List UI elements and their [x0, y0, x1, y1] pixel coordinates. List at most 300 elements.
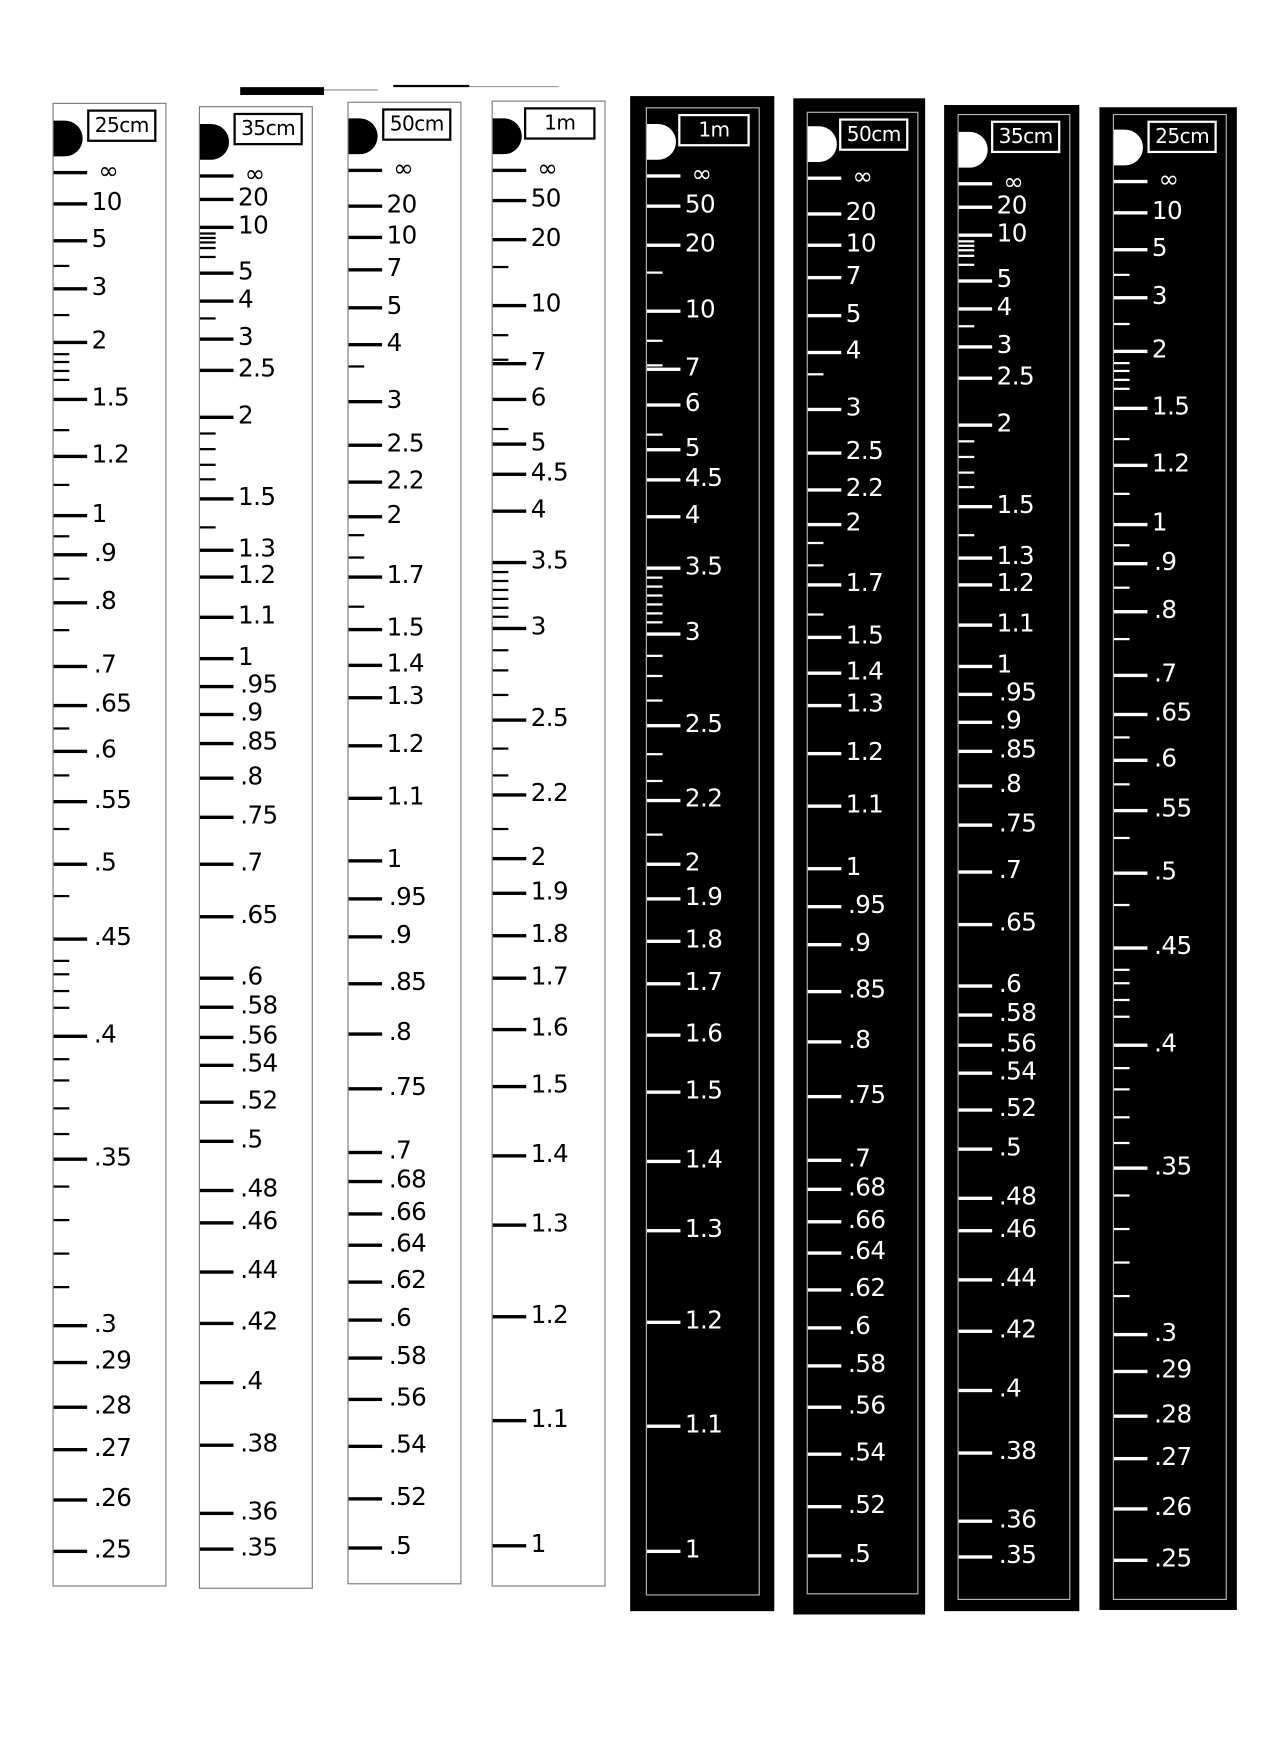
scale-tick-minor: [647, 272, 663, 274]
scale-tick-minor: [1114, 370, 1130, 372]
scale-tick-minor: [647, 612, 663, 614]
scale-inner-border: [1113, 114, 1227, 1600]
scale-tick-major: [1114, 407, 1148, 410]
scale-tick-minor: [493, 828, 509, 830]
scale-tick-minor: [493, 694, 509, 696]
scale-tick-minor: [54, 265, 70, 267]
scale-tick-major: [808, 351, 842, 354]
scale-tick-minor: [1114, 438, 1130, 440]
scale-tick-label: .56: [388, 1384, 427, 1413]
scale-tick-minor: [1114, 837, 1130, 839]
scale-tick-major: [959, 1520, 993, 1523]
scale-tick-label: 5: [1151, 234, 1168, 263]
scale-tick-label: .7: [93, 651, 117, 680]
scale-tick-major: [349, 1318, 383, 1321]
scale-tick-label: 3: [237, 324, 254, 352]
scale-tick-major: [808, 636, 842, 639]
scale-tick-major: [959, 623, 993, 626]
scale-tick-minor: [200, 256, 216, 258]
scale-tick-label: .25: [1154, 1545, 1192, 1574]
scale-tick-label: .35: [240, 1534, 278, 1562]
scale-tick-label: 1.3: [237, 535, 276, 564]
scale-tick-minor: [1114, 587, 1130, 589]
scale-tick-minor: [54, 1058, 70, 1060]
scale-tick-minor: [1114, 323, 1130, 325]
scale-tick-minor: [959, 456, 975, 458]
scale-tick-label: 2: [530, 843, 546, 872]
scale-tick-minor: [1114, 379, 1130, 381]
scale-tick-label: .38: [998, 1437, 1037, 1466]
scale-tick-major: [647, 244, 681, 247]
scale-tick-label: 1: [91, 500, 107, 529]
scale-tick-major: [349, 1032, 383, 1035]
scale-tick-label: 1.1: [996, 610, 1035, 638]
scale-tick-label: .5: [93, 849, 117, 878]
scale-distance-label: 1m: [524, 107, 596, 139]
scale-tick-label: 2: [386, 501, 402, 530]
scale-tick-major: [647, 799, 681, 802]
scale-tick-label: 10: [237, 212, 269, 241]
scale-tick-major: [647, 566, 681, 569]
scale-tick-major: [808, 276, 842, 279]
scale-tick-minor: [959, 440, 975, 442]
scale-tick-major: [349, 1180, 383, 1183]
scale-tick-label: .58: [848, 1350, 886, 1379]
scale-tick-label: ∞: [1003, 168, 1024, 197]
scale-tick-major: [959, 1197, 993, 1200]
scale-tick-label: 5: [386, 292, 402, 321]
scale-tick-label: .65: [998, 909, 1037, 938]
scale-tick-minor: [1114, 1228, 1130, 1230]
scale-tick-label: 20: [530, 224, 561, 253]
scale-tick-major: [959, 784, 993, 787]
scale-tick-minor: [1114, 362, 1130, 364]
scale-tick-minor: [54, 774, 70, 776]
focus-scale-1m-black: [630, 96, 774, 1611]
scale-tick-major: [493, 1028, 527, 1031]
scale-tick-major: [493, 1085, 527, 1088]
scale-tick-label: .9: [998, 707, 1022, 736]
scale-tick-major: [200, 616, 234, 619]
scale-tick-label: .9: [93, 539, 117, 568]
scale-tick-major: [1114, 610, 1148, 613]
scale-tick-major: [200, 1101, 234, 1104]
scale-tick-label: .5: [240, 1126, 263, 1155]
scale-tick-label: 50: [684, 191, 716, 219]
scale-tick-label: 1.5: [91, 384, 130, 413]
scale-tick-label: 5: [91, 225, 107, 254]
scale-tick-minor: [647, 594, 663, 596]
scale-tick-label: .9: [848, 929, 871, 958]
scale-tick-minor: [493, 571, 509, 573]
scale-tick-major: [959, 823, 993, 826]
scale-tick-label: 2.2: [684, 785, 723, 814]
scale-tick-label: .95: [240, 671, 278, 700]
scale-tick-label: 1.5: [684, 1077, 723, 1106]
scale-tick-major: [54, 1406, 88, 1409]
scale-tick-minor: [54, 960, 70, 962]
decorative-line: [324, 89, 378, 90]
scale-tick-minor: [54, 353, 70, 355]
scale-tick-label: .5: [388, 1532, 412, 1561]
focus-index-marker-icon: [647, 124, 676, 160]
scale-tick-major: [647, 632, 681, 635]
scale-tick-label: 1.2: [91, 441, 130, 470]
scale-tick-label: .25: [93, 1536, 132, 1565]
scale-tick-minor: [54, 1079, 70, 1081]
scale-tick-major: [647, 1550, 681, 1553]
scale-tick-label: .6: [1154, 745, 1177, 774]
scale-tick-major: [1114, 180, 1148, 183]
scale-tick-major: [493, 304, 527, 307]
scale-tick-major: [54, 202, 88, 205]
scale-tick-major: [1114, 1044, 1148, 1047]
scale-tick-label: .95: [388, 883, 427, 912]
scale-tick-label: 4: [386, 329, 402, 358]
scale-tick-label: .56: [848, 1392, 886, 1421]
scale-tick-label: 1.6: [530, 1014, 569, 1043]
scale-tick-minor: [493, 669, 509, 671]
scale-tick-major: [647, 1160, 681, 1163]
scale-tick-major: [647, 515, 681, 518]
focus-scale-50cm-white: [347, 102, 461, 1585]
scale-tick-label: 10: [1151, 197, 1183, 226]
scale-tick-major: [54, 171, 88, 174]
scale-tick-label: .54: [388, 1431, 427, 1460]
scale-tick-major: [349, 1212, 383, 1215]
scale-tick-minor: [54, 1133, 70, 1135]
scale-tick-label: .42: [998, 1316, 1037, 1345]
scale-tick-label: 1.2: [845, 738, 884, 767]
scale-tick-major: [200, 226, 234, 229]
scale-tick-minor: [54, 895, 70, 897]
scale-tick-label: .55: [1154, 795, 1192, 824]
scale-tick-major: [808, 1364, 842, 1367]
scale-tick-major: [493, 473, 527, 476]
scale-tick-minor: [349, 606, 365, 608]
scale-tick-major: [349, 1280, 383, 1283]
scale-tick-label: 3: [91, 273, 107, 302]
scale-tick-major: [200, 1221, 234, 1224]
scale-tick-major: [54, 1324, 88, 1327]
scale-tick-label: 1.2: [996, 569, 1035, 598]
scale-tick-major: [200, 174, 234, 177]
scale-tick-major: [200, 1547, 234, 1550]
scale-tick-major: [1114, 1559, 1148, 1562]
scale-tick-major: [493, 892, 527, 895]
scale-distance-label: 35cm: [234, 113, 303, 145]
scale-tick-label: 3.5: [530, 547, 569, 576]
scale-tick-major: [200, 1006, 234, 1009]
scale-tick-minor: [493, 589, 509, 591]
scale-tick-label: .5: [998, 1134, 1022, 1162]
scale-tick-major: [349, 236, 383, 239]
scale-tick-major: [959, 1147, 993, 1150]
scale-tick-major: [493, 442, 527, 445]
scale-tick-minor: [1114, 969, 1130, 971]
scale-tick-major: [1114, 248, 1148, 251]
scale-tick-major: [808, 990, 842, 993]
scale-tick-minor: [54, 361, 70, 363]
scale-tick-label: 4.5: [684, 464, 723, 493]
scale-tick-label: .64: [848, 1237, 886, 1266]
scale-tick-minor: [200, 241, 216, 243]
scale-tick-label: .75: [998, 810, 1037, 838]
scale-tick-minor: [959, 249, 975, 251]
scale-tick-minor: [54, 1219, 70, 1221]
scale-tick-label: .75: [240, 802, 278, 831]
scale-tick-major: [493, 199, 527, 202]
scale-tick-major: [200, 575, 234, 578]
scale-tick-label: 10: [845, 230, 876, 259]
scale-tick-label: .35: [998, 1541, 1037, 1570]
scale-tick-major: [200, 1270, 234, 1273]
scale-tick-minor: [54, 1286, 70, 1288]
scale-tick-label: 1.3: [684, 1215, 723, 1244]
scale-tick-label: 1.1: [845, 791, 884, 819]
scale-tick-major: [54, 800, 88, 803]
scale-tick-major: [1114, 523, 1148, 526]
scale-tick-label: 2.5: [684, 710, 723, 739]
scale-tick-label: .65: [93, 690, 132, 719]
scale-tick-minor: [647, 655, 663, 657]
scale-tick-major: [959, 1229, 993, 1232]
scale-tick-major: [808, 1188, 842, 1191]
scale-tick-label: 1.5: [1151, 393, 1190, 422]
scale-tick-label: 1: [996, 651, 1012, 680]
scale-tick-major: [54, 1498, 88, 1501]
scale-tick-major: [1114, 1415, 1148, 1418]
scale-distance-label: 35cm: [991, 121, 1060, 153]
scale-tick-label: 2.5: [845, 437, 884, 466]
scale-tick-major: [959, 721, 993, 724]
scale-tick-minor: [647, 577, 663, 579]
scale-tick-major: [200, 1512, 234, 1515]
scale-tick-major: [200, 657, 234, 660]
scale-tick-label: .6: [388, 1305, 412, 1333]
scale-tick-minor: [200, 464, 216, 466]
scale-tick-minor: [493, 598, 509, 600]
scale-tick-major: [54, 937, 88, 940]
scale-tick-label: .9: [240, 699, 263, 728]
scale-tick-label: 1.2: [530, 1301, 569, 1330]
scale-tick-major: [959, 307, 993, 310]
scale-tick-minor: [647, 834, 663, 836]
scale-tick-label: .52: [240, 1087, 278, 1116]
scale-tick-major: [349, 982, 383, 985]
scale-tick-major: [54, 398, 88, 401]
scale-tick-label: .46: [240, 1207, 278, 1236]
scale-tick-label: 1.2: [1151, 450, 1190, 479]
scale-tick-major: [1114, 946, 1148, 949]
scale-tick-minor: [808, 564, 824, 566]
scale-tick-minor: [1114, 982, 1130, 984]
scale-tick-label: .36: [998, 1506, 1037, 1535]
scale-tick-major: [1114, 1166, 1148, 1169]
scale-tick-label: .85: [998, 736, 1037, 765]
scale-tick-label: 1.3: [386, 682, 425, 711]
focus-scale-35cm-white: [199, 106, 313, 1589]
scale-tick-major: [200, 1322, 234, 1325]
scale-tick-major: [808, 1554, 842, 1557]
scale-inner-border: [958, 114, 1071, 1600]
scale-tick-label: 1.2: [684, 1307, 723, 1336]
scale-tick-major: [1114, 464, 1148, 467]
scale-tick-minor: [493, 649, 509, 651]
scale-tick-label: .27: [1154, 1443, 1192, 1472]
scale-tick-label: .6: [240, 963, 263, 992]
scale-tick-minor: [959, 245, 975, 247]
scale-tick-minor: [808, 373, 824, 375]
scale-tick-label: 1.5: [996, 491, 1035, 520]
scale-tick-label: 2.5: [996, 363, 1035, 392]
scale-tick-label: .29: [93, 1347, 132, 1376]
scale-tick-label: ∞: [691, 160, 712, 189]
scale-tick-major: [647, 982, 681, 985]
scale-tick-major: [54, 665, 88, 668]
scale-tick-minor: [808, 613, 824, 615]
scale-tick-label: 20: [237, 184, 269, 213]
scale-tick-major: [808, 804, 842, 807]
focus-index-marker-icon: [200, 124, 229, 160]
scale-tick-major: [54, 704, 88, 707]
scale-tick-major: [647, 403, 681, 406]
scale-tick-label: .64: [388, 1230, 427, 1259]
scale-tick-major: [959, 423, 993, 426]
scale-tick-major: [647, 448, 681, 451]
scale-tick-label: ∞: [1158, 166, 1179, 195]
scale-tick-major: [349, 515, 383, 518]
scale-tick-label: 1.7: [530, 963, 569, 992]
scale-tick-major: [808, 867, 842, 870]
scale-tick-label: .52: [998, 1094, 1037, 1123]
scale-tick-label: 1.4: [684, 1146, 723, 1175]
scale-tick-minor: [54, 484, 70, 486]
scale-tick-major: [493, 793, 527, 796]
scale-tick-minor: [1114, 274, 1130, 276]
scale-tick-major: [959, 1330, 993, 1333]
scale-tick-major: [349, 480, 383, 483]
scale-tick-minor: [647, 364, 663, 366]
scale-tick-major: [1114, 809, 1148, 812]
scale-tick-label: 1.1: [530, 1405, 569, 1434]
scale-tick-label: 6: [530, 384, 546, 413]
scale-tick-label: 1.4: [845, 658, 884, 687]
scale-tick-major: [1114, 350, 1148, 353]
scale-tick-major: [54, 1158, 88, 1161]
scale-tick-major: [493, 561, 527, 564]
scale-tick-major: [647, 309, 681, 312]
scale-tick-major: [349, 628, 383, 631]
scale-tick-label: .35: [1154, 1153, 1192, 1181]
scale-tick-major: [200, 1444, 234, 1447]
scale-tick-minor: [493, 607, 509, 609]
scale-tick-minor: [54, 727, 70, 729]
scale-tick-major: [493, 1223, 527, 1226]
scale-tick-major: [200, 742, 234, 745]
scale-tick-label: 4: [530, 496, 546, 525]
scale-tick-minor: [1114, 999, 1130, 1001]
scale-tick-minor: [349, 365, 365, 367]
scale-tick-major: [959, 870, 993, 873]
scale-tick-major: [808, 704, 842, 707]
scale-tick-minor: [959, 325, 975, 327]
scale-tick-label: 1.3: [845, 690, 884, 719]
scale-tick-label: .26: [1154, 1493, 1192, 1522]
scale-tick-major: [808, 943, 842, 946]
scale-tick-label: 2: [91, 327, 107, 356]
scale-distance-label: 50cm: [839, 118, 908, 150]
scale-tick-label: 3.5: [684, 553, 723, 581]
focus-scale-1m-white: [492, 101, 606, 1587]
scale-tick-minor: [1114, 736, 1130, 738]
scale-tick-label: 1.1: [386, 783, 425, 812]
scale-tick-label: 2.2: [530, 779, 569, 808]
scale-tick-major: [1114, 871, 1148, 874]
scale-tick-major: [349, 1546, 383, 1549]
scale-distance-label: 1m: [678, 114, 750, 146]
scale-tick-major: [647, 1034, 681, 1037]
scale-tick-major: [200, 1381, 234, 1384]
decorative-line: [393, 85, 469, 87]
scale-tick-major: [959, 1555, 993, 1558]
scale-tick-minor: [647, 780, 663, 782]
scale-tick-minor: [1114, 1142, 1130, 1144]
scale-tick-major: [200, 1036, 234, 1039]
scale-tick-major: [1114, 1370, 1148, 1373]
scale-tick-minor: [200, 478, 216, 480]
scale-tick-major: [493, 509, 527, 512]
decorative-bar: [240, 87, 324, 95]
scale-tick-label: 2.5: [237, 355, 276, 384]
scale-tick-minor: [349, 556, 365, 558]
scale-tick-major: [808, 488, 842, 491]
scale-tick-label: 1.4: [530, 1140, 569, 1169]
scale-tick-label: 20: [684, 230, 716, 259]
scale-tick-label: .56: [240, 1022, 278, 1051]
scale-tick-label: .8: [848, 1026, 871, 1055]
scale-tick-label: 1: [237, 643, 254, 672]
scale-tick-major: [808, 212, 842, 215]
scale-tick-major: [200, 1064, 234, 1067]
scale-tick-major: [808, 1505, 842, 1508]
scale-tick-minor: [1114, 1088, 1130, 1090]
scale-tick-major: [493, 857, 527, 860]
scale-tick-major: [1114, 713, 1148, 716]
scale-tick-label: 2.5: [386, 430, 425, 459]
scale-tick-major: [54, 239, 88, 242]
scale-tick-label: 1.9: [684, 883, 723, 912]
scale-tick-major: [959, 377, 993, 380]
scale-tick-label: 1.3: [530, 1210, 569, 1238]
scale-tick-minor: [647, 434, 663, 436]
scale-tick-label: .66: [848, 1206, 886, 1235]
scale-tick-label: .7: [1154, 660, 1177, 689]
scale-tick-label: .7: [848, 1145, 871, 1174]
scale-tick-major: [647, 724, 681, 727]
scale-tick-minor: [54, 429, 70, 431]
scale-tick-minor: [349, 534, 365, 536]
scale-tick-label: 50: [530, 185, 561, 214]
scale-distance-label: 25cm: [1147, 121, 1216, 153]
scale-tick-minor: [1114, 1194, 1130, 1196]
scale-tick-major: [959, 234, 993, 237]
scale-tick-major: [647, 478, 681, 481]
scale-tick-major: [808, 905, 842, 908]
scale-tick-major: [200, 816, 234, 819]
scale-tick-minor: [647, 621, 663, 623]
scale-tick-label: 6: [684, 389, 700, 418]
